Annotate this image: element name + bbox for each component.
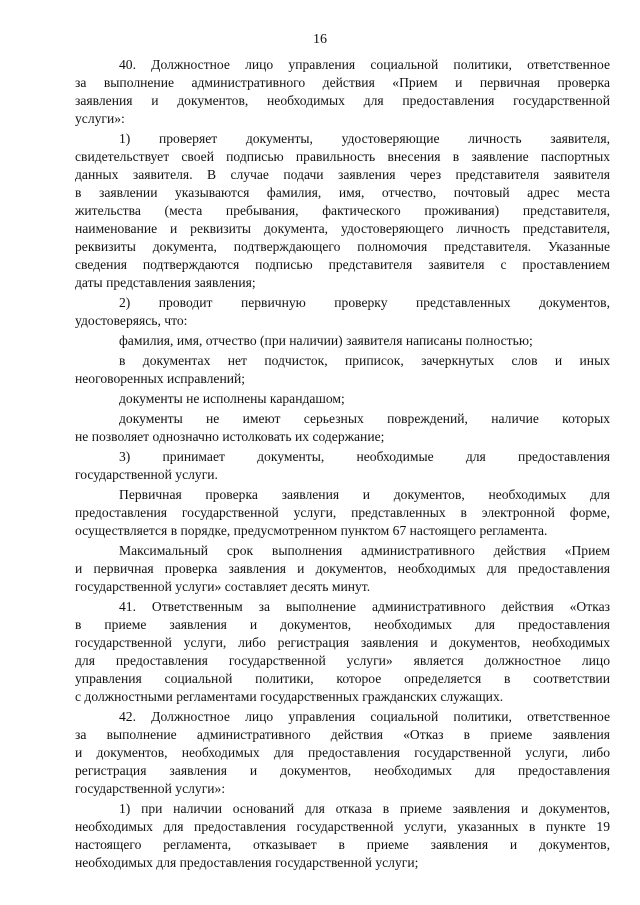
text-line: не позволяет однозначно истолковать их содержание;	[75, 429, 385, 444]
text-line: и документов, необходимых для предоставления государственной услуги, либо	[75, 745, 610, 760]
text-line: услуги»:	[75, 111, 125, 126]
text-line: данных заявителя. В случае подачи заявления через представителя заявителя	[75, 167, 610, 182]
paragraph-p40	[75, 56, 610, 128]
paragraph-p42-1	[75, 800, 610, 872]
text-line: 2) проводит первичную проверку представленных документов,	[119, 295, 610, 310]
paragraph-p40-3	[75, 448, 610, 484]
text-line: осуществляется в порядке, предусмотренном пунктом 67 настоящего регламента.	[75, 523, 548, 538]
text-line: настоящего регламента, отказывает в приеме заявления и документов,	[75, 837, 610, 852]
text-line: 41. Ответственным за выполнение административного действия «Отказ	[119, 599, 610, 614]
text-line: фамилия, имя, отчество (при наличии) заявителя написаны полностью;	[119, 333, 533, 348]
text-line: 3) принимает документы, необходимые для предоставления	[119, 449, 610, 464]
paragraph-p40-2c	[75, 390, 610, 408]
paragraph-p41	[75, 598, 610, 706]
text-line: удостоверяясь, что:	[75, 313, 188, 328]
text-line: реквизиты документа, подтверждающего полномочия представителя. Указанные	[75, 239, 610, 254]
paragraph-p40-2b	[75, 352, 610, 388]
text-line: государственной услуги» составляет десять минут.	[75, 579, 371, 594]
text-line: необходимых для предоставления государственной услуги, указанных в пункте 19	[75, 819, 610, 834]
text-line: 1) проверяет документы, удостоверяющие личность заявителя,	[119, 131, 610, 146]
text-line: в документах нет подчисток, приписок, зачеркнутых слов и иных	[119, 353, 610, 368]
page-number: 16	[313, 32, 327, 47]
paragraph-p40-2	[75, 294, 610, 330]
text-line: документы не исполнены карандашом;	[119, 391, 345, 406]
text-line: необходимых для предоставления государственной услуги;	[75, 855, 419, 870]
text-line: за выполнение административного действия «Отказ в приеме заявления	[75, 727, 610, 742]
text-line: неоговоренных исправлений;	[75, 371, 246, 386]
text-line: регистрация заявления и документов, необходимых для предоставления	[75, 763, 610, 778]
document-body	[75, 56, 610, 874]
text-line: сведения подтверждаются подписью представителя заявителя с проставлением	[75, 257, 610, 272]
text-line: свидетельствует своей подписью правильность внесения в заявление паспортных	[75, 149, 610, 164]
text-line: государственной услуги, либо регистрация заявления и документов, необходимых	[75, 635, 610, 650]
paragraph-p40-t	[75, 542, 610, 596]
text-line: государственной услуги»:	[75, 781, 226, 796]
text-line: документы не имеют серьезных повреждений, наличие которых	[119, 411, 610, 426]
text-line: 40. Должностное лицо управления социальной политики, ответственное	[119, 57, 610, 72]
text-line: наименование и реквизиты документа, удостоверяющего личность представителя,	[75, 221, 610, 236]
text-line: с должностными регламентами государственных гражданских служащих.	[75, 689, 504, 704]
text-line: предоставления государственной услуги, представленных в электронной форме,	[75, 505, 610, 520]
text-line: 42. Должностное лицо управления социальной политики, ответственное	[119, 709, 610, 724]
text-line: в приеме заявления и документов, необходимых для предоставления	[75, 617, 610, 632]
text-line: управления социальной политики, которое определяется в соответствии	[75, 671, 610, 686]
text-line: 1) при наличии оснований для отказа в приеме заявления и документов,	[119, 801, 610, 816]
paragraph-p42	[75, 708, 610, 798]
text-line: за выполнение административного действия «Прием и первичная проверка	[75, 75, 610, 90]
text-line: жительства (места пребывания, фактического проживания) представителя,	[75, 203, 610, 218]
text-line: и первичная проверка заявления и документов, необходимых для предоставления	[75, 561, 610, 576]
paragraph-p40-e	[75, 486, 610, 540]
text-line: для предоставления государственной услуги» является должностное лицо	[75, 653, 610, 668]
text-line: в заявлении указываются фамилия, имя, отчество, почтовый адрес места	[75, 185, 610, 200]
text-line: даты представления заявления;	[75, 275, 256, 290]
paragraph-p40-2a	[75, 332, 610, 350]
paragraph-p40-2d	[75, 410, 610, 446]
text-line: заявления и документов, необходимых для предоставления государственной	[75, 93, 610, 108]
text-line: Максимальный срок выполнения административного действия «Прием	[119, 543, 610, 558]
text-line: Первичная проверка заявления и документов, необходимых для	[119, 487, 610, 502]
text-line: государственной услуги.	[75, 467, 218, 482]
paragraph-p40-1	[75, 130, 610, 292]
